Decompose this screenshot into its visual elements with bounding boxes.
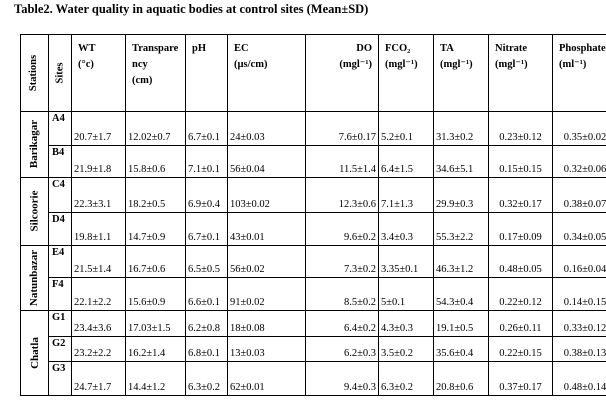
- cell-tr: 15.6±0.9: [126, 278, 186, 311]
- table-row: [21, 245, 606, 278]
- cell-ph: 6.8±0.1: [186, 336, 228, 361]
- cell-phosphate: 0.32±0.06: [553, 145, 606, 177]
- cell-wt: 23.4±3.6: [72, 311, 126, 336]
- cell-nitrate: 0.15±0.15: [489, 145, 553, 177]
- cell-ph: 6.9±0.4: [186, 177, 228, 212]
- cell-do: 12.3±0.6: [306, 177, 379, 212]
- table-title: Table2. Water quality in aquatic bodies at control sites (Mean±SD): [14, 2, 369, 16]
- header-phosphate: Phosphate (ml⁻¹): [553, 35, 606, 112]
- cell-tr: 14.7±0.9: [126, 212, 186, 245]
- cell-ta: 20.8±0.6: [434, 362, 489, 396]
- cell-ph: 6.2±0.8: [186, 311, 228, 336]
- cell-fco2: 5.2±0.1: [379, 112, 434, 146]
- cell-fco2: 3.4±0.3: [379, 212, 434, 245]
- cell-phosphate: 0.34±0.05: [553, 212, 606, 245]
- header-transparency: Transpare ncy (cm): [126, 35, 186, 112]
- cell-ph: 6.7±0.1: [186, 212, 228, 245]
- water-quality-table: [20, 34, 606, 396]
- header-fco2: FCO₂ (mgl⁻¹): [379, 35, 434, 112]
- header-wt: WT (°c): [72, 35, 126, 112]
- cell-fco2: 5±0.1: [379, 278, 434, 311]
- cell-do: 11.5±1.4: [306, 145, 379, 177]
- table-row: [21, 336, 606, 361]
- cell-tr: 17.03±1.5: [126, 311, 186, 336]
- table-row: [21, 145, 606, 177]
- station-name: Chatla: [21, 311, 49, 396]
- cell-tr: 15.8±0.6: [126, 145, 186, 177]
- cell-ec: 43±0.01: [228, 212, 306, 245]
- cell-wt: 21.5±1.4: [72, 245, 126, 278]
- cell-tr: 18.2±0.5: [126, 177, 186, 212]
- header-ph: pH: [186, 35, 228, 112]
- cell-fco2: 6.4±1.5: [379, 145, 434, 177]
- cell-ec: 62±0.01: [228, 362, 306, 396]
- site-code: B4: [49, 145, 72, 177]
- cell-phosphate: 0.35±0.02: [553, 112, 606, 146]
- cell-wt: 21.9±1.8: [72, 145, 126, 177]
- cell-ec: 56±0.04: [228, 145, 306, 177]
- table-body: [21, 112, 606, 396]
- cell-nitrate: 0.32±0.17: [489, 177, 553, 212]
- cell-ta: 55.3±2.2: [434, 212, 489, 245]
- cell-ph: 7.1±0.1: [186, 145, 228, 177]
- cell-fco2: 3.5±0.2: [379, 336, 434, 361]
- cell-nitrate: 0.17±0.09: [489, 212, 553, 245]
- cell-fco2: 3.35±0.1: [379, 245, 434, 278]
- site-code: F4: [49, 278, 72, 311]
- cell-ph: 6.6±0.1: [186, 278, 228, 311]
- header-ta: TA (mgl⁻¹): [434, 35, 489, 112]
- station-name: Natunbazar: [21, 245, 49, 311]
- table-row: [21, 112, 606, 146]
- cell-do: 9.6±0.2: [306, 212, 379, 245]
- site-code: G3: [49, 362, 72, 396]
- cell-ta: 35.6±0.4: [434, 336, 489, 361]
- cell-fco2: 4.3±0.3: [379, 311, 434, 336]
- cell-tr: 16.2±1.4: [126, 336, 186, 361]
- cell-ph: 6.3±0.2: [186, 362, 228, 396]
- cell-phosphate: 0.16±0.04: [553, 245, 606, 278]
- cell-ec: 103±0.02: [228, 177, 306, 212]
- cell-wt: 20.7±1.7: [72, 112, 126, 146]
- cell-do: 6.4±0.2: [306, 311, 379, 336]
- cell-do: 8.5±0.2: [306, 278, 379, 311]
- cell-fco2: 6.3±0.2: [379, 362, 434, 396]
- cell-phosphate: 0.33±0.12: [553, 311, 606, 336]
- cell-ta: 19.1±0.5: [434, 311, 489, 336]
- cell-ph: 6.5±0.5: [186, 245, 228, 278]
- cell-ec: 91±0.02: [228, 278, 306, 311]
- cell-ph: 6.7±0.1: [186, 112, 228, 146]
- cell-ec: 56±0.02: [228, 245, 306, 278]
- header-do: DO (mgl⁻¹): [306, 35, 379, 112]
- cell-ec: 24±0.03: [228, 112, 306, 146]
- cell-wt: 23.2±2.2: [72, 336, 126, 361]
- site-code: C4: [49, 177, 72, 212]
- cell-nitrate: 0.23±0.12: [489, 112, 553, 146]
- cell-ec: 13±0.03: [228, 336, 306, 361]
- cell-wt: 22.1±2.2: [72, 278, 126, 311]
- cell-ta: 54.3±0.4: [434, 278, 489, 311]
- site-code: G1: [49, 311, 72, 336]
- cell-ta: 46.3±1.2: [434, 245, 489, 278]
- site-code: G2: [49, 336, 72, 361]
- cell-nitrate: 0.48±0.05: [489, 245, 553, 278]
- cell-do: 6.2±0.3: [306, 336, 379, 361]
- cell-nitrate: 0.26±0.11: [489, 311, 553, 336]
- cell-phosphate: 0.38±0.13: [553, 336, 606, 361]
- station-name: Barikagar: [21, 112, 49, 178]
- site-code: A4: [49, 112, 72, 146]
- table-row: [21, 362, 606, 396]
- table-row: [21, 212, 606, 245]
- cell-nitrate: 0.22±0.15: [489, 336, 553, 361]
- table-row: [21, 278, 606, 311]
- table-row: [21, 311, 606, 336]
- cell-phosphate: 0.38±0.07: [553, 177, 606, 212]
- cell-do: 7.6±0.17: [306, 112, 379, 146]
- cell-ta: 29.9±0.3: [434, 177, 489, 212]
- cell-wt: 22.3±3.1: [72, 177, 126, 212]
- cell-wt: 24.7±1.7: [72, 362, 126, 396]
- cell-do: 9.4±0.3: [306, 362, 379, 396]
- cell-ta: 34.6±5.1: [434, 145, 489, 177]
- cell-phosphate: 0.48±0.14: [553, 362, 606, 396]
- header-sites: Sites: [49, 35, 72, 112]
- cell-nitrate: 0.22±0.12: [489, 278, 553, 311]
- header-nitrate: Nitrate (mgl⁻¹): [489, 35, 553, 112]
- header-stations: Stations: [21, 35, 49, 112]
- cell-wt: 19.8±1.1: [72, 212, 126, 245]
- header-ec: EC (µs/cm): [228, 35, 306, 112]
- cell-phosphate: 0.14±0.15: [553, 278, 606, 311]
- cell-ta: 31.3±0.2: [434, 112, 489, 146]
- cell-ec: 18±0.08: [228, 311, 306, 336]
- station-name: Silcoorie: [21, 177, 49, 245]
- site-code: E4: [49, 245, 72, 278]
- cell-tr: 14.4±1.2: [126, 362, 186, 396]
- cell-tr: 16.7±0.6: [126, 245, 186, 278]
- table-row: [21, 177, 606, 212]
- site-code: D4: [49, 212, 72, 245]
- header-row: [21, 35, 606, 112]
- cell-tr: 12.02±0.7: [126, 112, 186, 146]
- cell-nitrate: 0.37±0.17: [489, 362, 553, 396]
- cell-do: 7.3±0.2: [306, 245, 379, 278]
- cell-fco2: 7.1±1.3: [379, 177, 434, 212]
